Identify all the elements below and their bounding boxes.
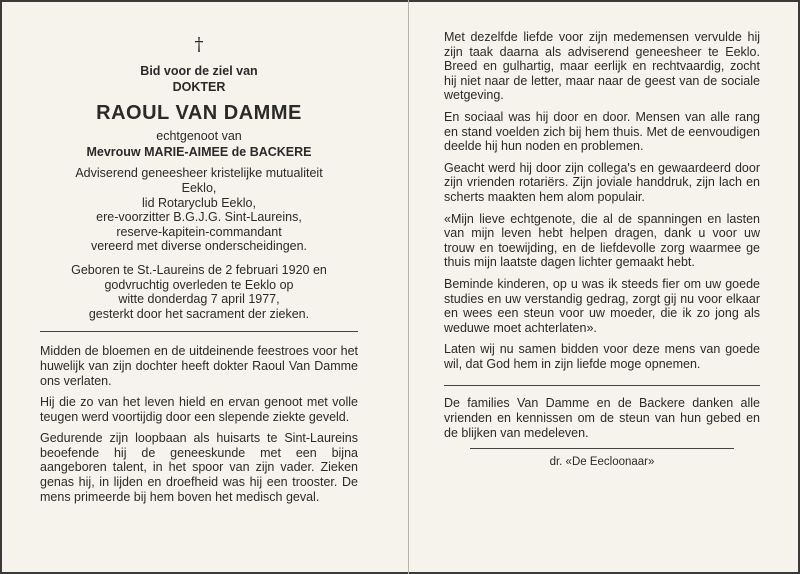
role-line: Adviserend geneesheer kristelijke mutualiteit: [75, 166, 323, 181]
deceased-name: RAOUL VAN DAMME: [96, 102, 302, 125]
birth-death-info: [40, 263, 358, 321]
role-line: Eeklo,: [181, 180, 217, 195]
role-line: lid Rotaryclub Eeklo,: [142, 195, 256, 210]
card-fold-line: [408, 0, 409, 574]
divider: [444, 385, 760, 386]
cross-icon: †: [194, 34, 204, 55]
paragraph: Met dezelfde liefde voor zijn medemensen vervulde hij zijn taak daarna als adviserend geneesheer te Eeklo. Breed en gulhartig, maar eerlijk en rechtvaardig, zocht hij niet naar de letter, maar naar de geest van de sociale wetgeving.: [444, 30, 760, 103]
paragraph: «Mijn lieve echtgenote, die al de spanningen en lasten van mijn leven hebt helpen dragen, dank u voor uw trouw en toewijding, en de liefdevolle zorg waarmee ge thuis mijn laatste dagen lichter gemaakt hebt.: [444, 211, 760, 270]
paragraph: Laten wij nu samen bidden voor deze mens van goede wil, dat God hem in zijn liefde moge opnemen.: [444, 342, 760, 371]
birth-line: gesterkt door het sacrament der zieken.: [88, 306, 310, 321]
divider: [40, 331, 358, 332]
role-line: vereerd met diverse onderscheidingen.: [90, 239, 308, 254]
divider: [470, 448, 734, 449]
left-page: [40, 34, 358, 504]
birth-line: godvruchtig overleden te Eeklo op: [104, 277, 294, 292]
paragraph: Hij die zo van het leven hield en ervan genoot met volle teugen werd voortijdig door een slepende ziekte geveld.: [40, 395, 358, 424]
paragraph: En sociaal was hij door en door. Mensen van alle rang en stand voelden zich bij hem thuis. Met de eenvoudigen deelde hij hun noden en problemen.: [444, 109, 760, 154]
spouse-name: Mevrouw MARIE-AIMEE de BACKERE: [86, 144, 312, 159]
title-doctor: DOKTER: [172, 79, 226, 94]
paragraph: Midden de bloemen en de uitdeinende feestroes voor het huwelijk van zijn dochter heeft dokter Raoul Van Damme ons verlaten.: [40, 344, 358, 388]
right-page: [444, 30, 760, 470]
printer-credit: dr. «De Eecloonaar»: [549, 456, 655, 469]
role-line: ere-voorzitter B.G.J.G. Sint-Laureins,: [96, 210, 302, 225]
prayer-line: Bid voor de ziel van: [140, 64, 258, 78]
paragraph: Geacht werd hij door zijn collega's en gewaardeerd door zijn vrienden rotariërs. Zijn joviale handdruk, zijn lach en scherts maakten hem alom populair.: [444, 160, 760, 204]
roles-list: [40, 166, 358, 254]
birth-line: Geboren te St.-Laureins de 2 februari 1920 en: [71, 262, 327, 277]
thanks-text: De families Van Damme en de Backere danken alle vrienden en kennissen om de steun van hun gebed en de blijken van medeleven.: [444, 396, 760, 440]
paragraph: Beminde kinderen, op u was ik steeds fier om uw goede studies en uw verstandig gedrag, zorgt gij nu voor elkaar en wees een steun voor uw moeder, die ik zo jong als weduwe moet achterlaten».: [444, 276, 760, 335]
paragraph: Gedurende zijn loopbaan als huisarts te Sint-Laureins beoefende hij de geneeskunde met een bijna aangeboren talent, in het spoor van zijn vader. Zieken genas hij, in lijden en droefheid was hij een trooster. De mens primeerde bij hem boven het medisch geval.: [40, 431, 358, 504]
spouse-intro: echtgenoot van: [156, 129, 242, 144]
birth-line: witte donderdag 7 april 1977,: [118, 292, 280, 307]
role-line: reserve-kapitein-commandant: [116, 224, 282, 239]
